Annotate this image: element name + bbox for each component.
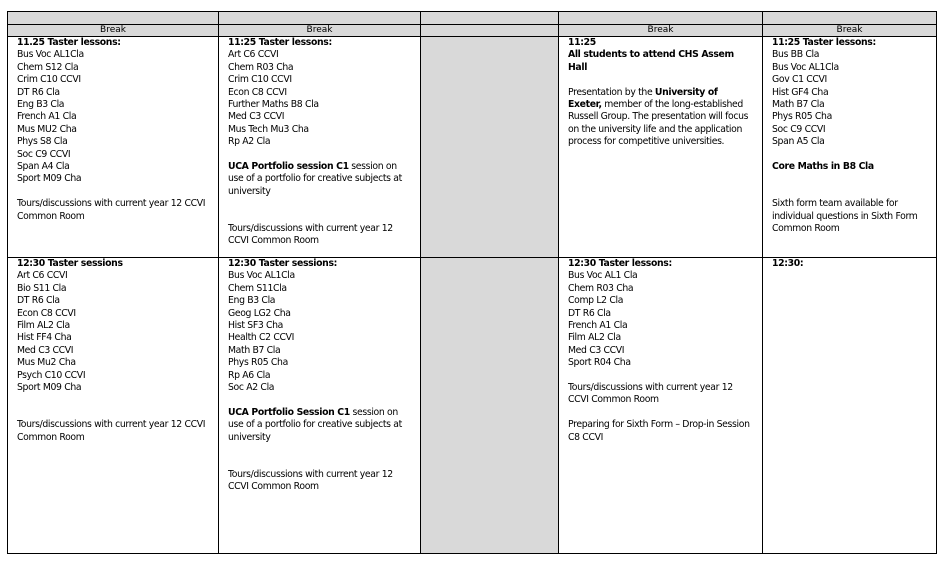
list-item: Crim C10 CCVI	[228, 74, 292, 86]
list-item: Health C2 CCVI	[228, 332, 295, 344]
pm-col2	[219, 258, 421, 554]
list-item: Hist SF3 Cha	[228, 320, 284, 332]
list-item: Crim C10 CCVI	[17, 74, 81, 86]
top-cell	[559, 12, 763, 25]
list-item: Bus Voc AL1Cla	[228, 270, 295, 282]
uca-desc: session on use of a portfolio for creative subjects at university	[228, 406, 402, 443]
uca-portfolio-note	[228, 161, 411, 198]
am-col1	[8, 37, 219, 258]
list-item: DT R6 Cla	[568, 307, 611, 319]
tours-note: Tours/discussions with current year 12 CCVI Common Room	[17, 198, 206, 222]
tours-note: Tours/discussions with current year 12 CCVI Common Room	[228, 468, 393, 493]
pm-col3-blank	[421, 258, 559, 554]
assembly-heading: All students to attend CHS Assem Hall	[568, 49, 734, 73]
list-item: Comp L2 Cla	[568, 295, 624, 307]
am-col2	[219, 37, 421, 258]
list-item: Phys R05 Cha	[228, 357, 288, 369]
list-item: Soc C9 CCVI	[17, 148, 71, 160]
break-label: Break	[763, 25, 937, 37]
session-heading: 12:30 Taster sessions:	[228, 258, 338, 269]
list-item: Psych C10 CCVI	[17, 369, 86, 381]
list-item: Econ C8 CCVI	[228, 86, 287, 98]
afternoon-row	[8, 258, 937, 554]
pm-col4	[559, 258, 763, 554]
list-item: Math B7 Cla	[228, 344, 281, 356]
list-item: Chem S11Cla	[228, 282, 287, 294]
list-item: Chem R03 Cha	[228, 61, 294, 73]
tours-note: Tours/discussions with current year 12 CCVI Common Room	[228, 223, 393, 247]
break-label: Break	[559, 25, 763, 37]
list-item: Span A4 Cla	[17, 161, 70, 173]
list-item: Film AL2 Cla	[568, 332, 621, 344]
list-item: French A1 Cla	[17, 111, 77, 123]
list-item: Rp A6 Cla	[228, 369, 271, 381]
uca-title: UCA Portfolio session C1	[228, 161, 349, 173]
list-item: Art C6 CCVI	[228, 49, 279, 61]
list-item: Art C6 CCVI	[17, 270, 68, 282]
top-cell	[8, 12, 219, 25]
top-cell	[219, 12, 421, 25]
session-heading: 11:25 Taster lessons:	[772, 37, 876, 48]
presentation-text: member of the long-established Russell Group. The presentation will focus on the university life and the application process for competitive universities.	[568, 99, 749, 148]
session-heading: 11.25 Taster lessons:	[17, 37, 121, 48]
list-item: Chem S12 Cla	[17, 61, 79, 73]
list-item: Mus Mu2 Cha	[17, 357, 76, 369]
list-item: Hist GF4 Cha	[772, 86, 829, 98]
session-heading: 12:30 Taster sessions	[17, 258, 123, 269]
list-item: Geog LG2 Cha	[228, 307, 291, 319]
list-item: Rp A2 Cla	[228, 136, 271, 148]
list-item: Bus Voc AL1Cla	[17, 49, 84, 61]
list-item: Soc A2 Cla	[228, 382, 275, 394]
list-item: Chem R03 Cha	[568, 282, 634, 294]
top-blank-row	[8, 12, 937, 25]
drop-in-note: Preparing for Sixth Form – Drop-in Session C8 CCVI	[568, 419, 750, 443]
list-item: Math B7 Cla	[772, 99, 825, 111]
list-item: Film AL2 Cla	[17, 320, 70, 332]
uca-portfolio-note	[228, 407, 411, 444]
list-item: Sport R04 Cha	[568, 357, 631, 369]
list-item: DT R6 Cla	[17, 86, 60, 98]
session-heading: 12:30:	[772, 258, 804, 269]
list-item: Soc C9 CCVI	[772, 123, 826, 135]
list-item: Phys S8 Cla	[17, 136, 68, 148]
session-time: 11:25	[568, 37, 596, 48]
list-item: Further Maths B8 Cla	[228, 99, 319, 111]
list-item: Phys R05 Cha	[772, 111, 832, 123]
core-maths-note: Core Maths in B8 Cla	[772, 161, 874, 173]
university-name: University of Exeter,	[568, 86, 718, 111]
list-item: Eng B3 Cla	[228, 295, 276, 307]
break-blank	[421, 25, 559, 37]
morning-row	[8, 37, 937, 258]
list-item: Bus Voc AL1 Cla	[568, 270, 638, 282]
list-item: Mus MU2 Cha	[17, 123, 77, 135]
list-item: Bus Voc AL1Cla	[772, 61, 839, 73]
list-item: Mus Tech Mu3 Cha	[228, 123, 309, 135]
list-item: Med C3 CCVI	[17, 344, 74, 356]
tours-note: Tours/discussions with current year 12 CCVI Common Room	[17, 419, 206, 443]
list-item: Sport M09 Cha	[17, 382, 82, 394]
session-heading: 11:25 Taster lessons:	[228, 37, 332, 48]
list-item: Hist FF4 Cha	[17, 332, 72, 344]
list-item: French A1 Cla	[568, 320, 628, 332]
presentation-text: Presentation by the	[568, 86, 655, 98]
list-item: Bio S11 Cla	[17, 282, 67, 294]
timetable	[7, 11, 937, 554]
list-item: Med C3 CCVI	[568, 344, 625, 356]
uca-desc: session on use of a portfolio for creative subjects at university	[228, 161, 402, 197]
list-item: Bus BB Cla	[772, 49, 820, 61]
break-label: Break	[219, 25, 421, 37]
presentation-note	[568, 87, 753, 149]
break-label: Break	[8, 25, 219, 37]
am-col4	[559, 37, 763, 258]
session-heading: 12:30 Taster lessons:	[568, 258, 672, 269]
top-cell	[763, 12, 937, 25]
list-item: Eng B3 Cla	[17, 99, 65, 111]
uca-title: UCA Portfolio Session C1	[228, 406, 350, 418]
list-item: Gov C1 CCVI	[772, 74, 827, 86]
am-col3-blank	[421, 37, 559, 258]
list-item: Econ C8 CCVI	[17, 307, 76, 319]
list-item: DT R6 Cla	[17, 295, 60, 307]
pm-col1	[8, 258, 219, 554]
break-row	[8, 25, 937, 37]
pm-col5	[763, 258, 937, 554]
sixth-form-note: Sixth form team available for individual questions in Sixth Form Common Room	[772, 198, 918, 235]
tours-note: Tours/discussions with current year 12 CCVI Common Room	[568, 382, 733, 406]
am-col5	[763, 37, 937, 258]
list-item: Sport M09 Cha	[17, 173, 82, 185]
list-item: Med C3 CCVI	[228, 111, 285, 123]
top-cell	[421, 12, 559, 25]
list-item: Span A5 Cla	[772, 136, 825, 148]
